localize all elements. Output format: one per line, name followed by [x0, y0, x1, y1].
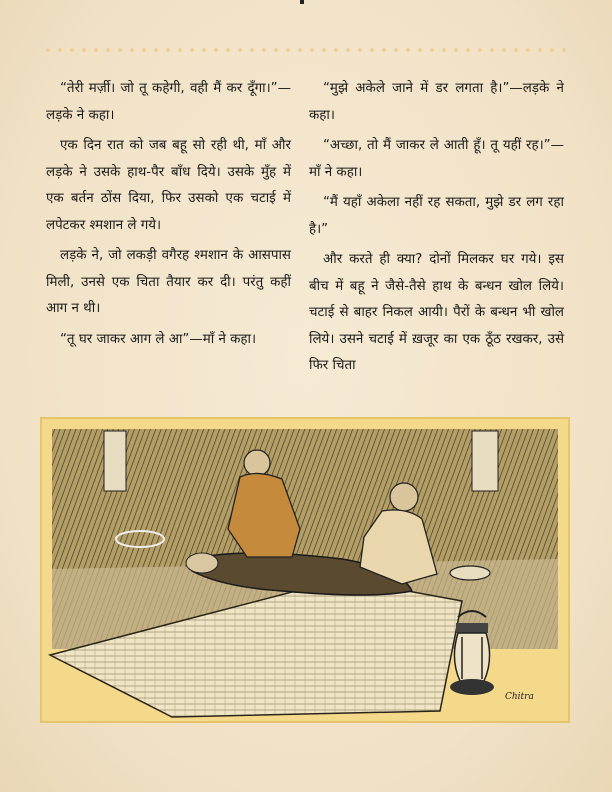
mother-figure-head [244, 450, 270, 476]
paragraph: लड़के ने, जो लकड़ी वगैरह श्मशान के आसपास मिली, उनसे एक चिता तैयार कर दी। परंतु कहीं आग न थी। [46, 248, 291, 316]
paragraph: “तेरी मर्ज़ी। जो तू कहेगी, वही मैं कर दूँगा।”—लड़के ने कहा। [46, 81, 291, 123]
paragraph: “मैं यहाँ अकेला नहीं रह सकता, मुझे डर लग रहा है।” [309, 195, 564, 237]
paragraph: “अच्छा, तो मैं जाकर ले आती हूँ। तू यहीं रह।”—माँ ने कहा। [309, 138, 564, 180]
artist-signature: Chitra [505, 692, 534, 702]
paragraph: एक दिन रात को जब बहू सो रही थी, माँ और लड़के ने उसके हाथ-पैर बाँध दिये। उसके मुँह में एक बर्तन ठोंस दिया, फिर उसको एक चटाई में लपेटकर श्मशान ले गये। [46, 138, 291, 233]
son-figure-head [390, 483, 418, 511]
left-column [46, 76, 291, 357]
paragraph: “मुझे अकेले जाने में डर लगता है।”—लड़के ने कहा। [309, 81, 564, 123]
illustration-drawing [42, 419, 568, 721]
paragraph: “तू घर जाकर आग ले आ”—माँ ने कहा। [60, 331, 257, 347]
top-mark [300, 0, 304, 4]
paragraph: और करते ही क्या? दोनों मिलकर घर गये। इस बीच में बहू ने जैसे-तैसे हाथ के बन्धन खोल लिये। चटाई से बाहर निकल आयी। पैरों के बन्धन भी खोल लिये। उसने चटाई में ख़जूर का एक ठूँठ रखकर, उसे फिर चिता [309, 252, 564, 373]
right-column [309, 76, 564, 384]
story-illustration [40, 417, 570, 723]
pot [450, 566, 490, 580]
lantern-icon [450, 611, 494, 695]
decorative-border [42, 44, 572, 56]
pillar [472, 431, 498, 491]
pillar [104, 431, 126, 491]
